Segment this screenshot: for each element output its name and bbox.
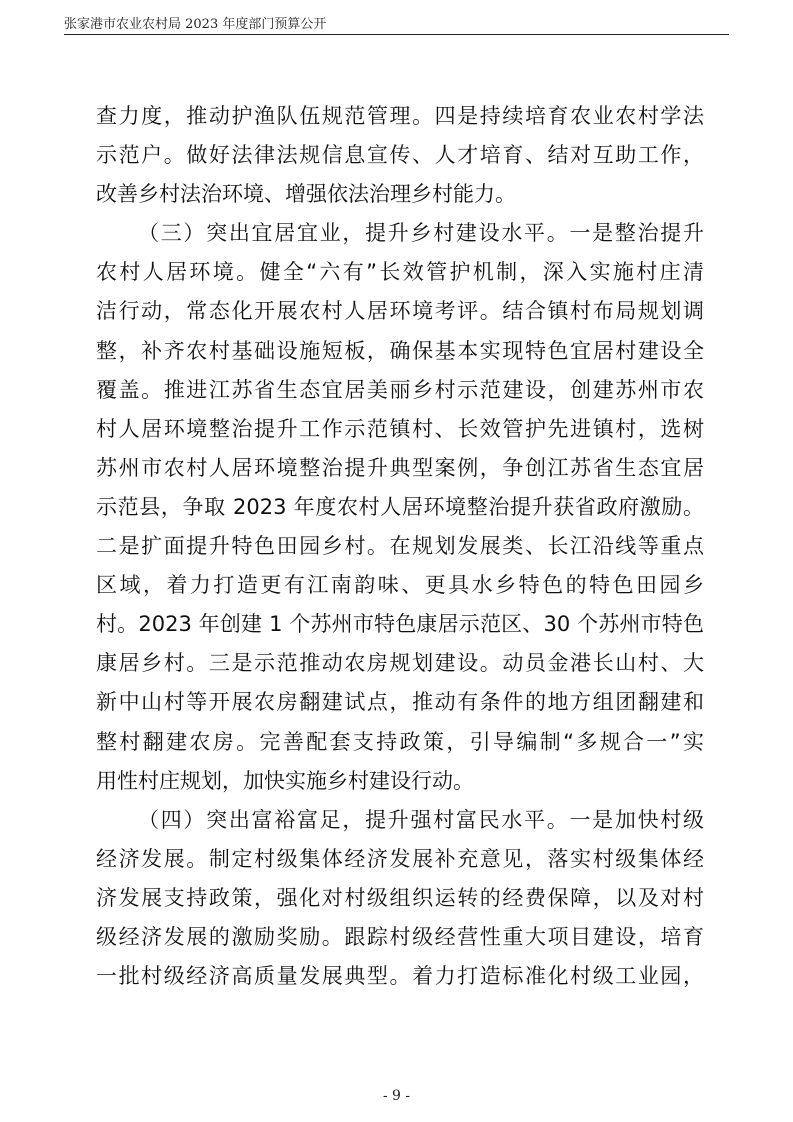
body-line-14: 村。2023 年创建 1 个苏州市特色康居示范区、30 个苏州市特色 [96, 612, 704, 637]
body-line-12: 二是扩面提升特色田园乡村。在规划发展类、长江沿线等重点 [96, 534, 704, 559]
body-line-5: 农村人居环境。健全“六有”长效管护机制，深入实施村庄清 [96, 260, 704, 285]
page-number: - 9 - [382, 1088, 411, 1104]
body-line-21: 济发展支持政策，强化对村级组织运转的经费保障，以及对村 [96, 885, 704, 910]
body-line-13: 区域，着力打造更有江南韵味、更具水乡特色的特色田园乡 [96, 573, 704, 598]
body-line-18: 用性村庄规划，加快实施乡村建设行动。 [96, 768, 474, 793]
document-body [96, 97, 704, 996]
body-line-6: 洁行动，常态化开展农村人居环境考评。结合镇村布局规划调 [96, 299, 704, 324]
body-line-2: 示范户。做好法律法规信息宣传、人才培育、结对互助工作， [96, 143, 704, 168]
body-line-15: 康居乡村。三是示范推动农房规划建设。动员金港长山村、大 [96, 651, 704, 676]
body-line-3: 改善乡村法治环境、增强依法治理乡村能力。 [96, 182, 516, 207]
body-line-8: 覆盖。推进江苏省生态宜居美丽乡村示范建设，创建苏州市农 [96, 377, 704, 402]
body-line-23: 一批村级经济高质量发展典型。着力打造标准化村级工业园， [96, 964, 704, 989]
body-line-1: 查力度，推动护渔队伍规范管理。四是持续培育农业农村学法 [96, 104, 704, 128]
body-line-17: 整村翻建农房。完善配套支持政策，引导编制“多规合一”实 [96, 729, 704, 754]
body-line-7: 整，补齐农村基础设施短板，确保基本实现特色宜居村建设全 [96, 338, 704, 363]
body-line-10: 苏州市农村人居环境整治提升典型案例，争创江苏省生态宜居 [96, 455, 704, 480]
body-line-20: 经济发展。制定村级集体经济发展补充意见，落实村级集体经 [96, 846, 704, 871]
body-line-16: 新中山村等开展农房翻建试点，推动有条件的地方组团翻建和 [96, 690, 704, 715]
header-title: 张家港市农业农村局 2023 年度部门预算公开 [64, 17, 327, 32]
body-line-4: （三）突出宜居宜业，提升乡村建设水平。一是整治提升 [138, 221, 704, 246]
body-line-19: （四）突出富裕富足，提升强村富民水平。一是加快村级 [138, 807, 704, 832]
page-header [64, 10, 729, 35]
body-line-9: 村人居环境整治提升工作示范镇村、长效管护先进镇村，选树 [96, 416, 704, 441]
body-line-22: 级经济发展的激励奖励。跟踪村级经营性重大项目建设，培育 [96, 924, 704, 949]
body-line-11: 示范县，争取 2023 年度农村人居环境整治提升获省政府激励。 [96, 494, 704, 519]
